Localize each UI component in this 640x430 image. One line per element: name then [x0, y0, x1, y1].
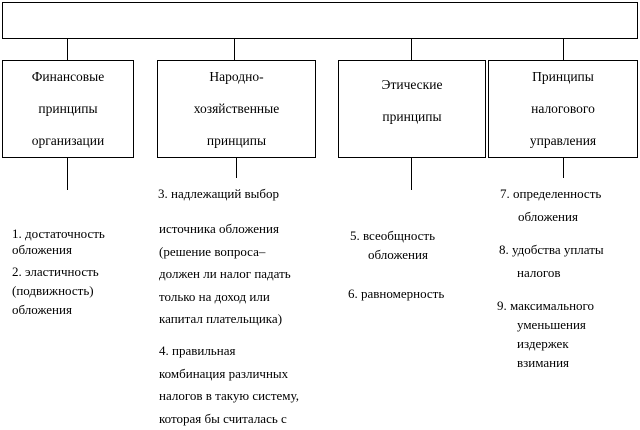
category-tax-line1: Принципы — [532, 69, 594, 84]
principle-source-choice-heading — [158, 184, 328, 203]
principle-universality-line1: 5. всеобщность — [350, 228, 436, 243]
category-box-tax-management — [488, 60, 638, 158]
principle-uniformity-line1: 6. равномерность — [348, 286, 445, 301]
principle-source-choice-body-line4: только на доход или — [159, 288, 270, 304]
principle-certainty-line2: обложения — [518, 209, 578, 224]
principle-tax-combination-line3: налогов в такую систему, — [159, 388, 299, 403]
category-tax-line3: управления — [529, 133, 597, 148]
category-ethical-line1: Этические — [381, 77, 443, 92]
principle-convenience-line1: 8. удобства уплаты — [499, 242, 604, 257]
principle-certainty-line1: 7. определенность — [500, 186, 602, 201]
principle-tax-combination-line4: которая бы считалась с — [159, 410, 287, 426]
principle-source-choice-body — [159, 218, 340, 331]
principle-source-choice-line1: 3. надлежащий выбор — [158, 186, 280, 201]
category-economic-line2: хозяйственные — [193, 101, 280, 116]
principle-universality-line2: обложения — [368, 247, 428, 262]
principle-sufficiency — [12, 224, 132, 259]
principle-cost-minimization-line1: 9. максимального — [497, 298, 595, 313]
principle-tax-combination — [159, 340, 340, 430]
principle-elasticity-line1: 2. эластичность — [12, 264, 99, 279]
category-box-economic — [157, 60, 316, 158]
category-box-financial — [2, 60, 134, 158]
connector-cat1-down — [67, 158, 68, 190]
principle-convenience-line2: налогов — [517, 265, 561, 280]
category-tax-line2: налогового — [531, 101, 595, 116]
principle-certainty — [500, 184, 630, 226]
principle-tax-combination-line2: комбинация различных — [159, 365, 289, 381]
category-economic-line1: Народно- — [209, 69, 264, 84]
principle-cost-minimization-line3: издержек — [517, 336, 569, 351]
principle-sufficiency-line1: 1. достаточность — [12, 226, 105, 241]
principle-tax-combination-line1: 4. правильная — [159, 343, 236, 358]
principle-cost-minimization — [497, 296, 631, 372]
category-box-ethical — [338, 60, 486, 158]
principle-sufficiency-line2: обложения — [12, 242, 72, 257]
principle-convenience — [499, 240, 631, 282]
connector-cat4-down — [563, 158, 564, 178]
category-financial-line3: организации — [31, 133, 105, 148]
principle-uniformity — [348, 284, 478, 303]
principle-elasticity — [12, 262, 134, 319]
connector-title-to-cat4 — [563, 39, 564, 61]
principle-source-choice-body-line3: должен ли налог падать — [159, 266, 291, 281]
diagram-title-box — [2, 2, 638, 39]
category-economic-line3: принципы — [206, 133, 267, 148]
category-financial-line2: принципы — [38, 101, 98, 116]
principle-elasticity-line2: (подвижность) — [12, 283, 94, 298]
category-ethical-line2: принципы — [382, 109, 442, 124]
connector-title-to-cat1 — [67, 39, 68, 61]
principle-cost-minimization-line2: уменьшения — [517, 317, 586, 332]
connector-cat2-down — [236, 158, 237, 178]
principle-elasticity-line3: обложения — [12, 302, 72, 317]
principle-source-choice-body-line1: источника обложения — [159, 221, 279, 236]
principle-source-choice-body-line5: капитал плательщика) — [159, 311, 283, 326]
connector-cat3-down — [411, 158, 412, 190]
principle-universality — [350, 226, 475, 264]
principle-cost-minimization-line4: взимания — [517, 355, 570, 370]
connector-title-to-cat2 — [234, 39, 235, 61]
category-financial-line1: Финансовые — [31, 69, 105, 84]
connector-title-to-cat3 — [411, 39, 412, 61]
principle-source-choice-body-line2: (решение вопроса– — [159, 243, 266, 259]
